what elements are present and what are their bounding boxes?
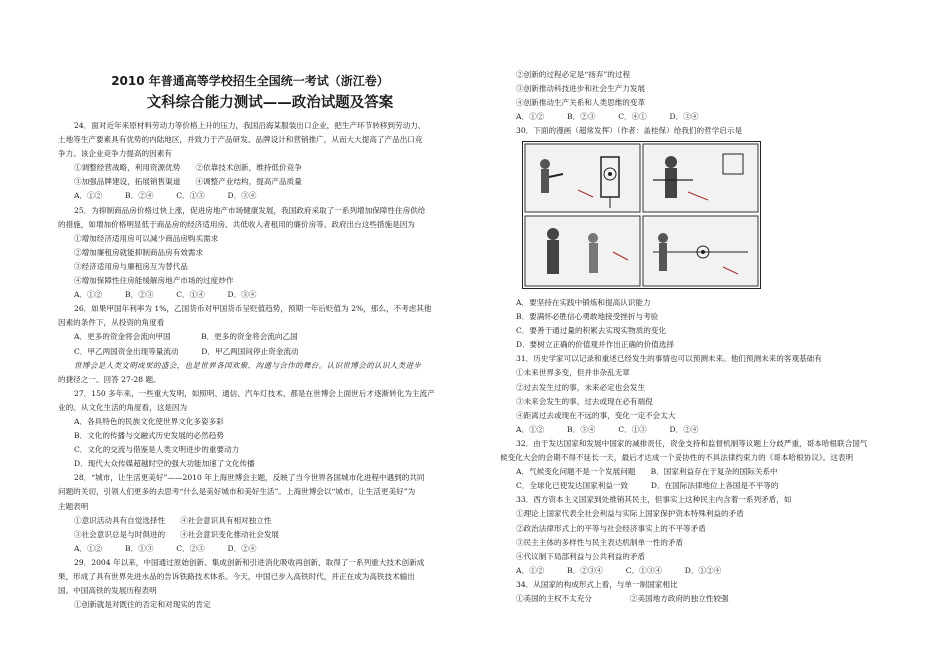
question-27-line: 27．150 多年来，一些重大发明，如照明、通信、汽车灯技术，都是在世博会上面世后才逐渐转化为主流产 — [74, 388, 435, 398]
question-30-option: A．要坚持在实践中锻炼和提高认识能力 — [516, 298, 651, 307]
question-29-line: 果，形成了具有世界先进水品的告诉铁路技术体系。今天，中国已步入高铁时代，并正在成为高铁技术输出 — [58, 572, 415, 581]
question-24-options: A．①② B．②④ C．①③ D．③④ — [74, 191, 257, 201]
question-29-choice: ④创新推动生产关系和人类思维的变革 — [516, 98, 646, 108]
question-33-choice: ③民主主体的多样性与民主表达机制单一性的矛盾 — [516, 537, 684, 547]
question-30-line: 30．下面的漫画（超常发挥）（作者：盖桂保）给我们的哲学启示是 — [516, 126, 743, 136]
question-24-line: 土地等生产要素具有优势的内陆地区，并致力于产品研发、品牌设计和营销推广，从而大大提高了产品出口竞 — [58, 135, 423, 145]
question-31-choice: ③未来会发生的事，过去或现在必有端倪 — [516, 396, 653, 406]
question-24-choice: ③加强品牌建设，拓展销售渠道 ④调整产业结构，提高产品质量 — [74, 177, 302, 187]
question-31-choice: ④距离过去或现在不远的事，变化一定不会太大 — [516, 410, 676, 420]
right-column-top — [500, 68, 920, 138]
question-27-line: 业的。从文化生活的角度看，这是因为 — [58, 402, 188, 412]
question-28-line: 28．“城市，让生活更美好”——2010 年上海世博会主题，反映了当今世界各国城市化进程中遇到的共同 — [74, 473, 425, 483]
question-31-choice: ②过去发生过的事，未来必定也会发生 — [516, 382, 646, 392]
question-25-line: 的措施，如增加价格明显低于商品房的经济适用房、共低收入者租用的廉价房等。政府出台这些措施是因为 — [58, 219, 415, 229]
question-25-options: A．①② B．②③ C．①④ D．③④ — [74, 290, 257, 300]
question-25-choice: ①增加经济适用房可以减少商品房购买需求 — [74, 233, 219, 243]
question-33-options: A．①② B．②③④ C．①③④ D．①②④ — [516, 565, 722, 575]
question-26-options: C．甲乙两国资金出现等量流动 D．甲乙两国间停止资金流动 — [74, 346, 299, 356]
question-30-option: C．要善于通过量的积累去实现实物质的变化 — [516, 326, 667, 336]
question-33-choice: ①理论上国家代表全社会利益与实际上国家保护资本特殊利益的矛盾 — [516, 509, 744, 519]
question-32-line: 候变化大会的会期不得不延长一天，最后才达成一个妥协性的不具法律约束力的《哥本哈根协议》。这表明 — [500, 453, 854, 463]
question-28-line: 主题表明 — [58, 501, 89, 511]
question-34-choice: ①美国的主权不太充分 ②美国地方政府的独立性较强 — [516, 593, 729, 603]
question-29-choice: ③创新推动科技进步和社会生产力发展 — [516, 84, 646, 94]
cartoon-image — [522, 141, 761, 289]
question-30-option: D．要树立正确的价值观并作出正确的价值选择 — [516, 340, 674, 350]
question-32-line: 32．由于发达国家和发展中国家的减排责任，资金支持和监督机制等议题上分歧严重，哥本哈根联合国气 — [516, 438, 868, 448]
question-33-choice: ④代议制下局部利益与公共利益的矛盾 — [516, 551, 646, 561]
question-31-options: A．①② B．③④ C．①③ D．②④ — [516, 424, 699, 434]
question-34-line: 34．从国家的构成形式上看，与单一制国家相比 — [516, 579, 678, 589]
question-26-line: 因素的条件下，从投资的角度看 — [58, 318, 165, 328]
question-29-choice: ②创新的过程必定是“扬弃”的过程 — [516, 70, 631, 79]
question-26-options: A．更多的资金将会流向甲国 B．更多的资金将会流向乙国 — [74, 332, 298, 342]
question-29-options: A．①② B．②③ C．④① D．③④ — [516, 112, 699, 122]
question-29-line: 29．2004 年以来，中国通过原始创新、集成创新和引进消化吸收再创新，取得了一系列重大技术创新成 — [74, 557, 425, 567]
question-24-choice: ①调整经营战略，利用资源优势 ②依靠技术创新，维持低价竞争 — [74, 163, 302, 173]
cartoon-icon — [523, 142, 760, 288]
question-27-option: B．文化的传播与交融式历史发展的必然趋势 — [74, 431, 224, 441]
question-27-option: C．文化的交流与借鉴是人类文明进步的重要动力 — [74, 445, 240, 455]
question-32-options: C．全球化已使发达国家利益一致 D．在国际法律地位上各国是不平等的 — [516, 481, 779, 491]
question-28-choice: ①意识活动具有自觉选择性 ④社会意识具有相对独立性 — [74, 515, 272, 525]
right-column-bottom — [500, 296, 920, 606]
exam-subtitle: 文科综合能力测试——政治试题及答案 — [146, 95, 394, 111]
question-25-choice: ②增加廉租房就能抑制商品房有效需求 — [74, 247, 204, 257]
question-24-line: 24．面对近年来原材料劳动力等价格上升的压力，我国沿海某服装出口企业，把生产环节转移到劳动力、 — [74, 121, 426, 130]
question-28-line: 问题的关切，引领人们更多的去思考“什么是美好城市和美好生活”。上海世博会以“城市，让生活更美好”为 — [58, 487, 416, 497]
question-29-line: 国。中国高铁的发展历程表明 — [58, 586, 157, 596]
question-30-option: B．要满怀必胜信心勇敢地接受挫折与考验 — [516, 312, 659, 322]
question-25-line: 25．为抑制商品房价格过快上涨，促进房地产市场健康发展，我国政府采取了一系列增加保障性住房供给 — [74, 205, 426, 215]
question-24-line: 争力。该企业竞争力提高的因素有 — [58, 149, 172, 159]
material-intro: 的捷径之一。回答 27-28 题。 — [58, 374, 161, 384]
question-25-choice: ③经济适用房与廉租房互为替代品 — [74, 261, 188, 271]
question-29-choice: ①创新就是对既往的否定和对现实的肯定 — [74, 600, 211, 610]
question-27-option: D．现代大众传媒超越时空的强大功能加速了文化传播 — [74, 459, 255, 469]
question-31-choice: ①未来世界多变，但并非杂乱无章 — [516, 368, 630, 378]
question-27-option: A．各具特色的民族文化使世界文化多姿多彩 — [74, 416, 224, 426]
question-25-choice: ④增加保障性住房能缓解房地产市场的过度炒作 — [74, 276, 234, 286]
question-33-choice: ②政治法律形式上的平等与社会经济事实上的不平等矛盾 — [516, 523, 706, 533]
left-column — [58, 119, 478, 612]
question-32-options: A．气候变化问题不是一个发展问题 B．国家利益存在于复杂的国际关系中 — [516, 467, 778, 477]
question-28-choice: ③社会意识总是与时俱进的 ④社会意识变化推动社会发展 — [74, 529, 280, 539]
question-33-line: 33．西方资本主义国家到处推销其民主，但事实上这种民主内含着一系列矛盾，如 — [516, 495, 792, 505]
question-31-line: 31．历史学家可以记录和重述已经发生的事情也可以预测未来。他们预测未来的客观基础有 — [516, 354, 822, 364]
exam-title: 2010 年普通高等学校招生全国统一考试（浙江卷） — [111, 74, 389, 88]
material-intro: 世博会是人类文明成果的盛会，也是世界各国欢聚、沟通与合作的舞台。认识世博会的认识人类进步 — [74, 360, 422, 370]
question-26-line: 26．如果甲国年利率为 1%，乙国货币对甲国货币呈贬值趋势，预期一年后贬值为 2%，那么，不考虑其他 — [74, 304, 432, 314]
question-28-options: A．①② B．①③ C．②③ D．②④ — [74, 543, 257, 553]
